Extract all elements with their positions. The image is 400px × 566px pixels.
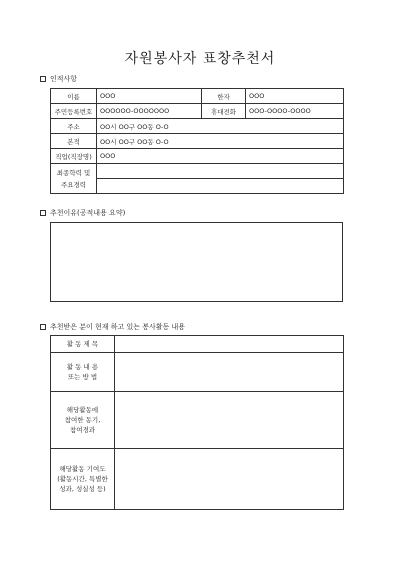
phone-value[interactable]: OOO-OOOO-OOOO (246, 104, 344, 119)
hanja-label: 한자 (202, 89, 246, 104)
activity-content-line2: 또는 방 법 (67, 373, 98, 381)
table-row (51, 353, 344, 392)
checkbox-square-icon (40, 210, 46, 216)
document-title: 자원봉사자 표창추천서 (124, 51, 276, 67)
activity-title-label: 활 동 제 목 (51, 336, 115, 353)
activity-contribution-line3: 성과, 성실성 등) (59, 485, 106, 493)
activity-contribution-label (51, 449, 115, 510)
education-value-2[interactable] (97, 179, 344, 194)
name-label: 이름 (51, 89, 97, 104)
reason-textarea[interactable] (50, 222, 343, 302)
hanja-value[interactable]: OOO (246, 89, 344, 104)
domicile-label: 본적 (51, 134, 97, 149)
name-value[interactable]: OOO (97, 89, 202, 104)
table-row (51, 134, 344, 149)
section-personal-info-heading (40, 74, 77, 84)
activity-motive-line2: 참여한 동기, (64, 416, 101, 424)
activity-contribution-line1: 해당활동 기여도 (59, 465, 106, 473)
section-activity-label: 추천받은 분이 현재 하고 있는 봉사활동 내용 (50, 323, 186, 331)
education-label (51, 164, 97, 194)
table-row (51, 449, 344, 510)
activity-motive-line1: 해당활동에 (66, 406, 99, 414)
education-value-1[interactable] (97, 164, 344, 179)
activity-table (50, 335, 344, 510)
section-personal-info-label: 인적사항 (50, 75, 78, 83)
section-reason-label: 추천이유(공적내용 요약) (50, 209, 126, 217)
table-row (51, 104, 344, 119)
activity-content-value[interactable] (115, 353, 344, 392)
table-row (51, 164, 344, 179)
activity-content-line1: 활 동 내 용 (66, 363, 99, 371)
activity-content-label (51, 353, 115, 392)
table-row (51, 336, 344, 353)
job-value[interactable]: OOO (97, 149, 344, 164)
activity-motive-line3: 참여경과 (69, 426, 96, 434)
activity-contribution-line2: (활동시간, 특별한 (57, 475, 108, 483)
rrn-value[interactable]: OOOOOO-OOOOOOO (97, 104, 202, 119)
job-label: 직업(직장명) (51, 149, 97, 164)
section-activity-heading (40, 322, 185, 332)
personal-info-table (50, 88, 344, 194)
checkbox-square-icon (40, 76, 46, 82)
checkbox-square-icon (40, 324, 46, 330)
address-value[interactable]: OO시 OO구 OO동 O-O (97, 119, 344, 134)
education-label-line2: 주요경력 (60, 180, 87, 189)
section-reason-heading (40, 208, 125, 218)
table-row (51, 392, 344, 449)
phone-label: 휴대전화 (202, 104, 246, 119)
rrn-label: 주민등록번호 (51, 104, 97, 119)
activity-contribution-value[interactable] (115, 449, 344, 510)
address-label: 주소 (51, 119, 97, 134)
education-label-line1: 최종학력 및 (56, 168, 91, 177)
table-row (51, 89, 344, 104)
activity-motive-label (51, 392, 115, 449)
table-row (51, 149, 344, 164)
table-row (51, 119, 344, 134)
domicile-value[interactable]: OO시 OO구 OO동 O-O (97, 134, 344, 149)
activity-motive-value[interactable] (115, 392, 344, 449)
activity-title-value[interactable] (115, 336, 344, 353)
